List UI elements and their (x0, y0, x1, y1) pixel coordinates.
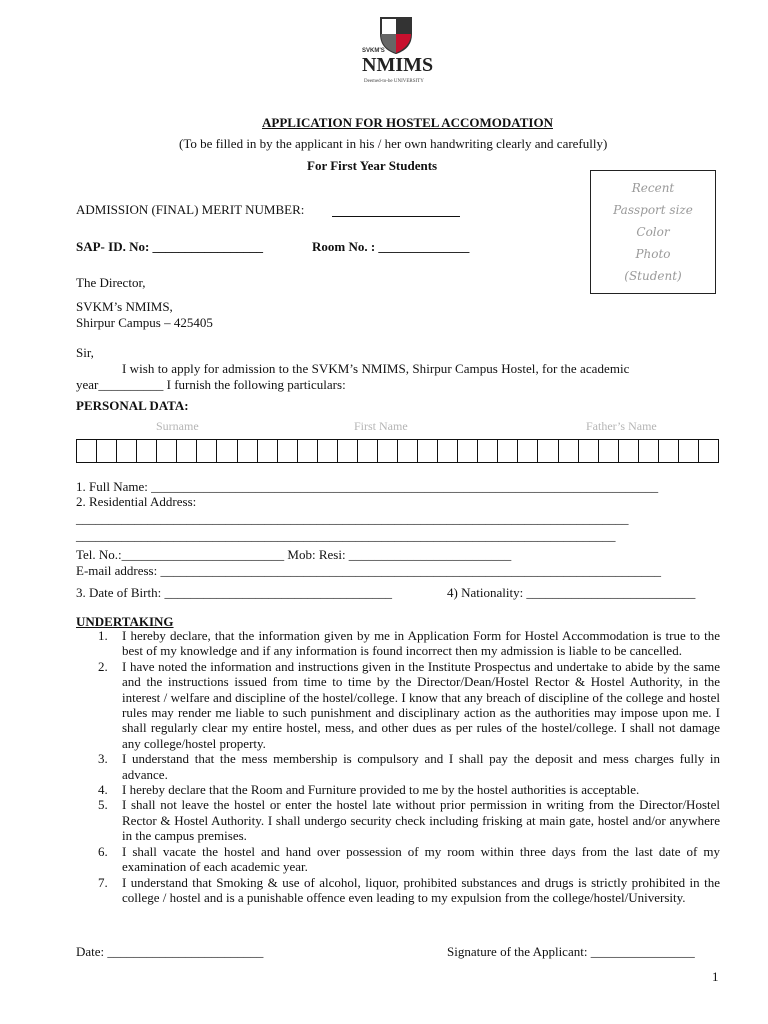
item-text: I shall vacate the hostel and hand over possession of my room within three days from the last date of my examination of each academic year. (122, 843, 720, 875)
photo-box-line: Passport size (613, 203, 693, 217)
form-subtitle: (To be filled in by the applicant in his / her own handwriting clearly and carefully) (179, 136, 608, 151)
photo-box-line: (Student) (624, 269, 682, 283)
address-line-field[interactable]: _____________________________________________________________________________________ (76, 511, 629, 526)
letter-cell[interactable] (97, 440, 117, 462)
personal-data-heading: PERSONAL DATA: (76, 398, 189, 413)
residential-address-label: 2. Residential Address: (76, 494, 197, 509)
letter-cell[interactable] (699, 440, 718, 462)
letter-cell[interactable] (538, 440, 558, 462)
name-letter-grid[interactable] (76, 439, 719, 463)
undertaking-heading: UNDERTAKING (76, 614, 174, 629)
item-text: I have noted the information and instructions given in the Institute Prospectus and undertake to abide by the same and the instructions issued from time to time by the Director/Dean/Hostel Rector & Hostel Authority, in the interest / welfare and discipline of the hostel/college. I know that any breach of discipline of the college and hostel rules may render me liable to such punishment and disciplinary action as the authorities may impose upon me. I shall regularly clear my entire hostel, mess, and other dues as per rules of the hostel/college. I shall not damage any college/hostel property. (122, 658, 720, 751)
fathers-name-label: Father’s Name (586, 419, 657, 433)
intro-text: I wish to apply for admission to the SVKM’s NMIMS, Shirpur Campus Hostel, for the academic (122, 361, 630, 376)
signature-field[interactable]: Signature of the Applicant: ________________ (447, 944, 695, 959)
date-of-birth-field[interactable]: 3. Date of Birth: ___________________________________ (76, 585, 392, 600)
undertaking-item (76, 875, 720, 906)
item-number: 6. (98, 843, 108, 859)
merit-number-label: ADMISSION (FINAL) MERIT NUMBER: (76, 202, 305, 217)
item-number: 5. (98, 797, 108, 813)
letter-cell[interactable] (358, 440, 378, 462)
room-number-field[interactable]: Room No. : ______________ (312, 239, 470, 254)
letter-cell[interactable] (559, 440, 579, 462)
addressee-line: SVKM’s NMIMS, (76, 299, 173, 314)
letter-cell[interactable] (458, 440, 478, 462)
item-text: I hereby declare, that the information given by me in Application Form for Hostel Accommodation is true to the best of my knowledge and if any information is found incorrect then my admission is liable to be cancelled. (122, 628, 720, 659)
letter-cell[interactable] (278, 440, 298, 462)
letter-cell[interactable] (599, 440, 619, 462)
letter-cell[interactable] (639, 440, 659, 462)
sap-id-field[interactable]: SAP- ID. No: _________________ (76, 239, 264, 254)
item-number: 2. (98, 658, 108, 674)
letter-cell[interactable] (77, 440, 97, 462)
letter-cell[interactable] (117, 440, 137, 462)
item-number: 7. (98, 874, 108, 890)
photo-box-line: Recent (631, 181, 675, 195)
address-line-field[interactable]: ___________________________________________________________________________________ (76, 528, 616, 543)
salutation: Sir, (76, 345, 94, 360)
audience-heading: For First Year Students (307, 158, 438, 173)
letter-cell[interactable] (137, 440, 157, 462)
item-number: 3. (98, 751, 108, 767)
photo-box-line: Color (636, 225, 670, 239)
merit-number-field[interactable] (332, 216, 460, 217)
nmims-logo (356, 16, 436, 96)
item-text: I hereby declare that the Room and Furniture provided to me by the hostel authorities is acceptable. (122, 782, 640, 798)
undertaking-item (76, 844, 720, 875)
letter-cell[interactable] (619, 440, 639, 462)
letter-cell[interactable] (478, 440, 498, 462)
item-text: I understand that Smoking & use of alcohol, liquor, prohibited substances and drugs is strictly prohibited in the college / hostel and is a punishable offence even leading to my expulsion from the college/hostel/University. (122, 874, 720, 905)
logo-tagline: Deemed-to-be UNIVERSITY (364, 79, 424, 84)
item-text: I shall not leave the hostel or enter the hostel late without prior permission in writing from the Director/Hostel Rector & Hostel Authority. I shall undergo security check including frisking at main gate, hostel and/or anywhere in the campus premises. (122, 797, 720, 844)
letter-cell[interactable] (498, 440, 518, 462)
undertaking-item (76, 659, 720, 751)
logo-svkm-text: SVKM'S (362, 48, 385, 54)
letter-cell[interactable] (518, 440, 538, 462)
letter-cell[interactable] (659, 440, 679, 462)
addressee-line: Shirpur Campus – 425405 (76, 315, 213, 330)
letter-cell[interactable] (217, 440, 237, 462)
letter-cell[interactable] (679, 440, 699, 462)
letter-cell[interactable] (298, 440, 318, 462)
logo-nmims-text: NMIMS (362, 54, 434, 76)
undertaking-item (76, 751, 720, 782)
letter-cell[interactable] (238, 440, 258, 462)
item-number: 4. (98, 782, 108, 798)
photo-box[interactable] (590, 170, 716, 294)
letter-cell[interactable] (579, 440, 599, 462)
date-field[interactable]: Date: ________________________ (76, 944, 264, 959)
addressee-line: The Director, (76, 275, 146, 290)
letter-cell[interactable] (438, 440, 458, 462)
letter-cell[interactable] (398, 440, 418, 462)
page-number: 1 (712, 969, 719, 984)
letter-cell[interactable] (258, 440, 278, 462)
item-number: 1. (98, 628, 108, 643)
first-name-label: First Name (354, 419, 408, 433)
form-title: APPLICATION FOR HOSTEL ACCOMODATION (262, 115, 553, 130)
undertaking-item (76, 797, 720, 843)
nationality-field[interactable]: 4) Nationality: __________________________ (447, 585, 696, 600)
email-field[interactable]: E-mail address: _____________________________________________________________________________ (76, 563, 661, 578)
undertaking-item (76, 782, 720, 797)
item-text: I understand that the mess membership is compulsory and I shall pay the deposit and mess charges fully in advance. (122, 751, 720, 782)
full-name-field[interactable]: 1. Full Name: ______________________________________________________________________________ (76, 479, 659, 494)
letter-cell[interactable] (378, 440, 398, 462)
letter-cell[interactable] (197, 440, 217, 462)
letter-cell[interactable] (318, 440, 338, 462)
surname-label: Surname (156, 419, 199, 433)
letter-cell[interactable] (177, 440, 197, 462)
undertaking-list (76, 628, 720, 905)
letter-cell[interactable] (338, 440, 358, 462)
undertaking-item (76, 628, 720, 659)
photo-box-line: Photo (635, 247, 671, 261)
letter-cell[interactable] (157, 440, 177, 462)
intro-text: year__________ I furnish the following particulars: (76, 377, 346, 392)
letter-cell[interactable] (418, 440, 438, 462)
telephone-field[interactable]: Tel. No.:_________________________ Mob: Resi: _________________________ (76, 547, 512, 562)
